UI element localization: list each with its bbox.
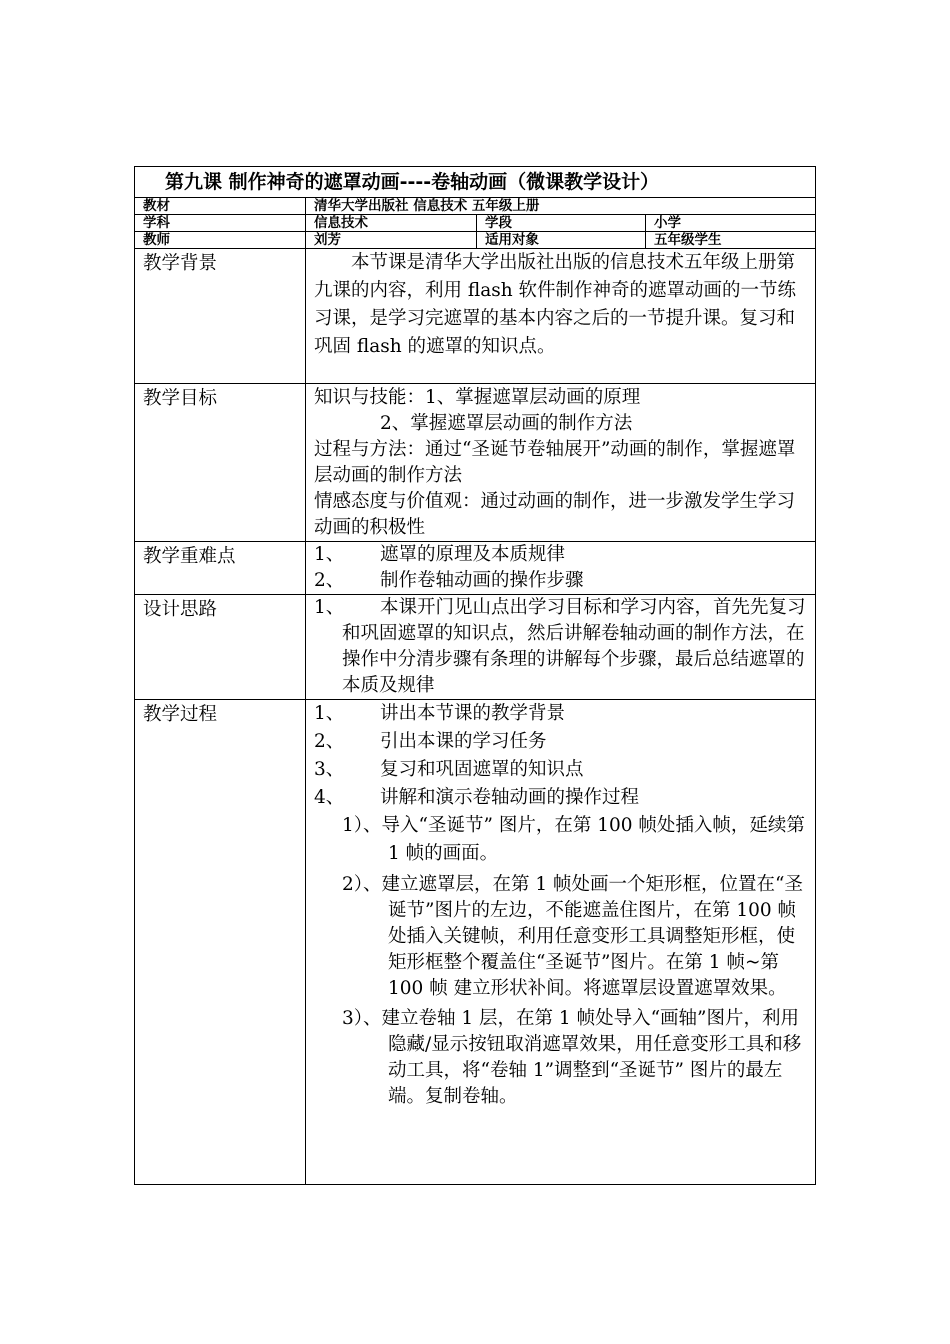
audience-value: 五年级学生	[646, 232, 816, 249]
list-item	[314, 784, 807, 812]
background-label: 教学背景	[135, 249, 306, 384]
lesson-title: 第九课 制作神奇的遮罩动画----卷轴动画（微课教学设计）	[135, 167, 816, 198]
goals-line-4: 情感态度与价值观：通过动画的制作，进一步激发学生学习动画的积极性	[314, 491, 796, 538]
process-row	[135, 700, 816, 1185]
background-row	[135, 249, 816, 384]
subject-value: 信息技术	[306, 215, 477, 232]
textbook-label: 教材	[135, 198, 306, 215]
goals-line-2: 2、掌握遮罩层动画的制作方法	[380, 413, 633, 434]
process-step-3: 3）、建立卷轴 1 层，在第 1 帧处导入“画轴”图片，利用隐藏/显示按钮取消遮罩效果，用任意变形工具和移动工具，将“卷轴 1”调整到“圣诞节” 图片的最左端。复制卷轴。	[342, 1008, 802, 1107]
list-item	[314, 700, 807, 728]
teacher-label: 教师	[135, 232, 306, 249]
goals-line-1: 知识与技能：1、掌握遮罩层动画的原理	[314, 387, 641, 408]
key-points-list	[314, 542, 807, 594]
process-label: 教学过程	[135, 700, 306, 1185]
key-points-row	[135, 542, 816, 595]
teacher-row	[135, 232, 816, 249]
process-step-1: 1）、导入“圣诞节” 图片，在第 100 帧处插入帧，延续第 1 帧的画面。	[342, 815, 805, 864]
goals-line-3: 过程与方法：通过“圣诞节卷轴展开”动画的制作，掌握遮罩层动画的制作方法	[314, 439, 796, 486]
design-row	[135, 595, 816, 700]
title-row	[135, 167, 816, 198]
process-list	[314, 700, 807, 812]
list-item-number: 4、	[314, 787, 345, 808]
list-item-text: 制作卷轴动画的操作步骤	[380, 570, 584, 591]
list-item-text: 讲出本节课的教学背景	[380, 703, 566, 724]
teacher-value: 刘芳	[306, 232, 477, 249]
list-item-text: 引出本课的学习任务	[380, 731, 547, 752]
stage-value: 小学	[646, 215, 816, 232]
key-points-label: 教学重难点	[135, 542, 306, 595]
textbook-row	[135, 198, 816, 215]
list-item	[314, 542, 807, 568]
audience-label: 适用对象	[477, 232, 646, 249]
list-item-text: 复习和巩固遮罩的知识点	[380, 759, 584, 780]
goals-label: 教学目标	[135, 384, 306, 542]
design-label: 设计思路	[135, 595, 306, 700]
stage-label: 学段	[477, 215, 646, 232]
background-text: 本节课是清华大学出版社出版的信息技术五年级上册第九课的内容，利用 flash 软件制作神奇的遮罩动画的一节练习课，是学习完遮罩的基本内容之后的一节提升课。复习和巩固 flash 的遮罩的知识点。	[314, 252, 797, 357]
design-number: 1、	[314, 597, 345, 618]
goals-row	[135, 384, 816, 542]
design-text: 本课开门见山点出学习目标和学习内容，首先先复习和巩固遮罩的知识点，然后讲解卷轴动画的制作方法，在操作中分清步骤有条理的讲解每个步骤，最后总结遮罩的本质及规律	[342, 597, 806, 696]
list-item	[314, 568, 807, 594]
list-item-number: 1、	[314, 544, 345, 565]
list-item-number: 3、	[314, 759, 345, 780]
list-item	[314, 728, 807, 756]
list-item	[314, 756, 807, 784]
process-step-2: 2）、建立遮罩层，在第 1 帧处画一个矩形框，位置在“圣诞节”图片的左边，不能遮盖住图片，在第 100 帧处插入关键帧，利用任意变形工具调整矩形框，使矩形框整个覆盖住“圣诞节”图片。在第 1 帧~第 100 帧 建立形状补间。将遮罩层设置遮罩效果。	[342, 874, 804, 999]
list-item-number: 2、	[314, 570, 345, 591]
list-item-number: 1、	[314, 703, 345, 724]
textbook-value: 清华大学出版社 信息技术 五年级上册	[306, 198, 816, 215]
design-paragraph	[314, 595, 807, 699]
list-item-text: 讲解和演示卷轴动画的操作过程	[380, 787, 640, 808]
list-item-text: 遮罩的原理及本质规律	[380, 544, 566, 565]
subject-row	[135, 215, 816, 232]
list-item-number: 2、	[314, 731, 345, 752]
lesson-plan-table	[134, 166, 816, 1185]
subject-label: 学科	[135, 215, 306, 232]
